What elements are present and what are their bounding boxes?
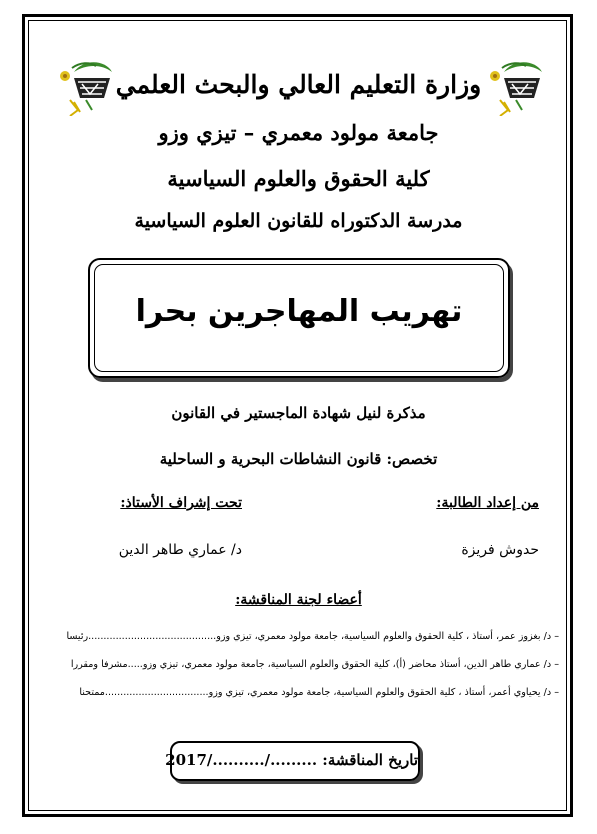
thesis-title-box: [88, 258, 510, 378]
discussion-date: تاريخ المناقشة: ........./........../2017: [165, 751, 418, 769]
discussion-date-box: [165, 741, 420, 781]
faculty-heading: كلية الحقوق والعلوم السياسية: [167, 166, 430, 191]
university-heading: جامعة مولود معمري – تيزي وزو: [158, 120, 439, 145]
supervisor-label: تحت إشراف الأستاذ:: [120, 495, 242, 511]
prepared-by-label: من إعداد الطالبة:: [436, 495, 539, 511]
committee-title: أعضاء لجنة المناقشة:: [235, 592, 362, 608]
thesis-title: تهريب المهاجرين بحرا: [135, 294, 463, 329]
ministry-heading: وزارة التعليم العالي والبحث العلمي: [115, 70, 482, 99]
committee-member: – د/ يحياوي أعمر، أستاذ ، كلية الحقوق والعلوم السياسية، جامعة مولود معمري، تيزي وزو..................................ممتحنا: [79, 687, 559, 698]
committee-member: – د/ بغزوز عمر، أستاذ ، كلية الحقوق والعلوم السياسية، جامعة مولود معمري، تيزي وزو..........................................رئيسا: [66, 631, 559, 642]
committee-member: – د/ عماري طاهر الدين، أستاذ محاضر (أ)، كلية الحقوق والعلوم السياسية، جامعة مولود معمري، تيزي وزو.....مشرفا ومقررا: [70, 659, 559, 670]
doctoral-school-heading: مدرسة الدكتوراه للقانون العلوم السياسية: [134, 210, 463, 232]
specialty-line: تخصص: قانون النشاطات البحرية و الساحلية: [159, 450, 438, 468]
memo-line: مذكرة لنيل شهادة الماجستير في القانون: [171, 404, 426, 422]
supervisor-name: د/ عماري طاهر الدين: [118, 542, 242, 558]
student-name: حدوش فريزة: [461, 542, 539, 558]
